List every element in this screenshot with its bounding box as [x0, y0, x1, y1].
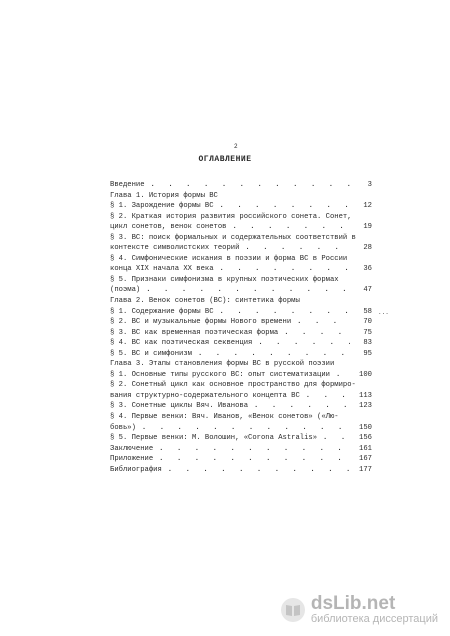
- toc-entry: [110, 317, 372, 328]
- toc-entry: [110, 285, 372, 296]
- watermark-brand: dsLib.net: [310, 593, 396, 614]
- toc-entry: [110, 307, 372, 318]
- toc-entry-text: цикл сонетов, венок сонетов: [110, 223, 227, 232]
- toc-entry-text: § 4. ВС как поэтическая секвенция: [110, 339, 253, 348]
- toc-entry-text: Приложение: [110, 455, 154, 464]
- leader-dots: [136, 423, 350, 434]
- toc-entry-text: § 4. Симфонические искания в поэзии и форма ВС в России: [110, 254, 348, 263]
- toc-entry-page: 95: [363, 349, 372, 358]
- toc-entry-page: 156: [359, 434, 372, 443]
- toc-entry-page: 28: [363, 244, 372, 253]
- toc-entry-text: § 5. Первые венки: М. Волошин, «Corona Astralis»: [110, 434, 318, 443]
- toc-entry-text: § 5. ВС и симфонизм: [110, 349, 192, 358]
- toc-entry-text: § 3. ВС как временная поэтическая форма: [110, 328, 279, 337]
- toc-entry-page: 161: [359, 444, 372, 453]
- toc-entry-text: § 1. Основные типы русского ВС: опыт систематизации: [110, 370, 330, 379]
- toc-entry: [110, 233, 372, 244]
- toc-entry-text: Глава 1. История формы ВС: [110, 191, 218, 200]
- toc-entry: [110, 338, 372, 349]
- toc-entry: [110, 243, 372, 254]
- leader-dots: [153, 454, 350, 465]
- toc-entry-text: § 2. ВС и музыкальные формы Нового времени: [110, 318, 292, 327]
- leader-dots: [226, 222, 350, 233]
- toc-entry-page: 150: [359, 423, 372, 432]
- toc-entry-page: 113: [359, 391, 372, 400]
- book-logo-icon: [281, 598, 305, 622]
- leader-dots: [140, 285, 350, 296]
- toc-entry: [110, 433, 372, 444]
- leader-dots: [239, 243, 350, 254]
- toc-entry: [110, 212, 372, 223]
- toc-entry-text: контексте символистских теорий: [110, 244, 240, 253]
- leader-dots: [278, 328, 350, 339]
- toc-entry-page: 36: [363, 265, 372, 274]
- toc-entry: [110, 401, 372, 412]
- toc-entry: [110, 201, 372, 212]
- toc-entry: [110, 180, 372, 191]
- toc-entry-page: 83: [363, 339, 372, 348]
- toc-entry-text: Введение: [110, 181, 145, 189]
- toc-entry-page: 100: [359, 370, 372, 379]
- toc-entry-text: вания структурно-содержательного концепта ВС: [110, 391, 300, 400]
- toc-entry: [110, 391, 372, 402]
- toc-entry: [110, 380, 372, 391]
- page-number: 2: [234, 143, 238, 150]
- toc-entry: [110, 370, 372, 381]
- toc-entry: [110, 359, 372, 370]
- toc-entry-page: 47: [363, 286, 372, 295]
- toc-entry-text: Глава 2. Венок сонетов (ВС): синтетика формы: [110, 297, 300, 306]
- margin-mark: ...: [378, 309, 389, 316]
- toc-entry: [110, 275, 372, 286]
- toc-entry-page: 75: [363, 328, 372, 337]
- toc-entry-page: 70: [363, 318, 372, 327]
- toc-entry-page: 19: [363, 223, 372, 232]
- toc-entry-page: 167: [359, 455, 372, 464]
- toc-entry-page: 58: [363, 307, 372, 316]
- toc-entry-text: § 3. Сонетные циклы Вяч. Иванова: [110, 402, 249, 411]
- toc-entry-text: Глава 3. Этапы становления формы ВС в русской поэзии: [110, 360, 335, 369]
- leader-dots: [317, 433, 350, 444]
- toc-entry: [110, 328, 372, 339]
- leader-dots: [214, 307, 350, 318]
- toc-entry-text: § 4. Первые венки: Вяч. Иванов, «Венок сонетов» («Лю-: [110, 413, 339, 422]
- toc-entry-page: 3: [367, 181, 372, 189]
- toc-entry-text: § 2. Краткая история развития российского сонета. Сонет,: [110, 212, 352, 221]
- toc-entry: [110, 254, 372, 265]
- toc-entry: [110, 191, 372, 202]
- toc-entry-text: § 1. Содержание формы ВС: [110, 307, 214, 316]
- toc-entry: [110, 454, 372, 465]
- toc-entry-text: § 5. Признаки симфонизма в крупных поэтических формах: [110, 275, 339, 284]
- toc-entry: [110, 465, 372, 476]
- leader-dots: [300, 391, 350, 402]
- toc-entry: [110, 423, 372, 434]
- table-of-contents: [110, 180, 372, 475]
- toc-entry-text: § 1. Зарождение формы ВС: [110, 202, 214, 211]
- toc-entry-text: бовь»): [110, 423, 136, 432]
- toc-entry-text: (поэма): [110, 286, 141, 295]
- leader-dots: [145, 180, 350, 191]
- toc-entry-text: конца XIX начала XX века: [110, 265, 214, 274]
- toc-title: ОГЛАВЛЕНИЕ: [198, 155, 252, 164]
- toc-entry: [110, 296, 372, 307]
- toc-entry-page: 123: [359, 402, 372, 411]
- leader-dots: [162, 465, 350, 476]
- toc-entry: [110, 444, 372, 455]
- leader-dots: [252, 338, 350, 349]
- toc-entry-page: 12: [363, 202, 372, 211]
- watermark-subtitle: библиотека диссертаций: [310, 613, 438, 625]
- toc-entry: [110, 349, 372, 360]
- toc-entry: [110, 222, 372, 233]
- leader-dots: [153, 444, 350, 455]
- toc-entry-text: Библиография: [110, 465, 162, 474]
- toc-entry: [110, 264, 372, 275]
- watermark: [281, 594, 438, 626]
- leader-dots: [214, 264, 350, 275]
- leader-dots: [291, 317, 350, 328]
- leader-dots: [330, 370, 350, 381]
- leader-dots: [192, 349, 350, 360]
- toc-entry: [110, 412, 372, 423]
- toc-entry-text: § 2. Сонетный цикл как основное пространство для формиро-: [110, 381, 356, 390]
- toc-entry-text: Заключение: [110, 444, 154, 453]
- toc-entry-page: 177: [359, 465, 372, 474]
- toc-entry-text: § 3. ВС: поиск формальных и содержательных соответствий в: [110, 233, 356, 242]
- leader-dots: [248, 401, 350, 412]
- leader-dots: [214, 201, 350, 212]
